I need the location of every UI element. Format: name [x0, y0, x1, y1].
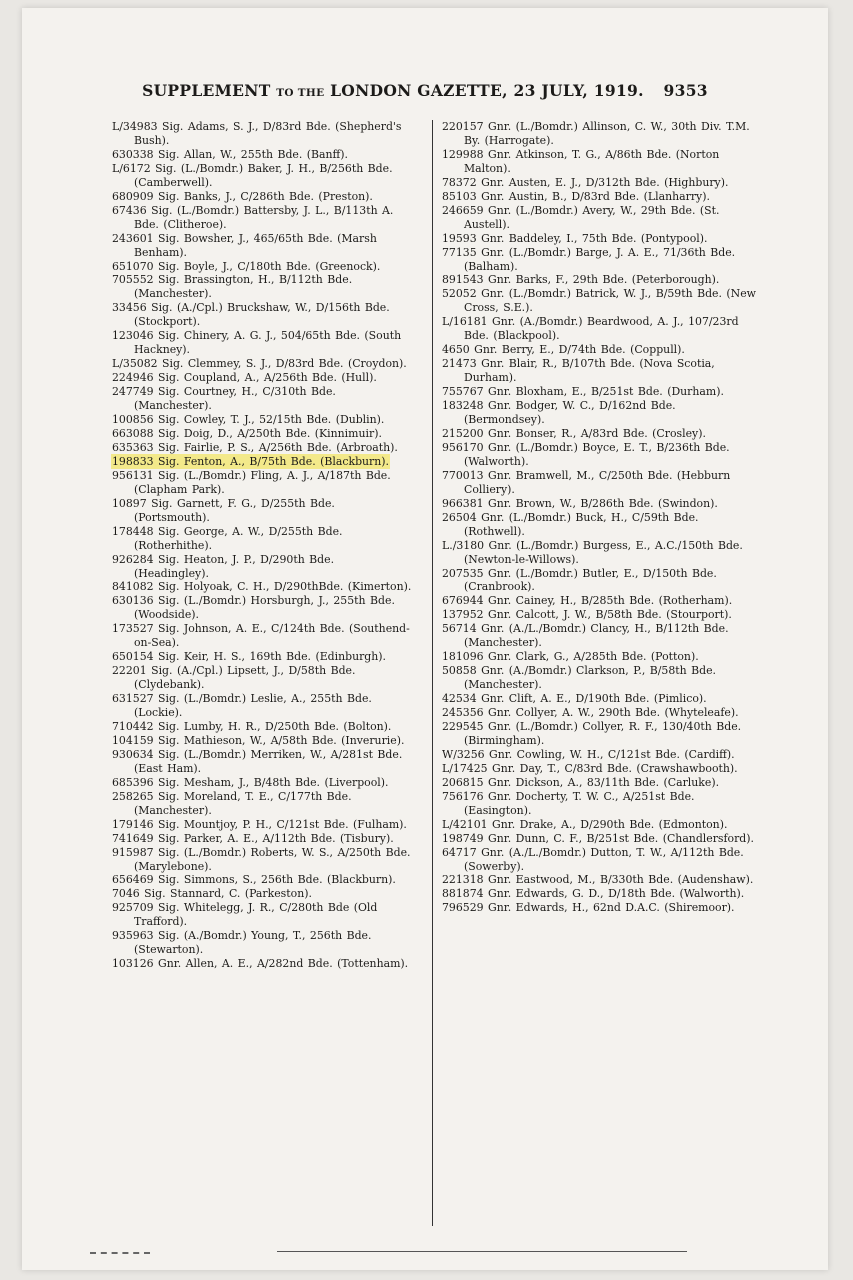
entry-text: 930634 Sig. (L./Bomdr.) Merriken, W., A/281st Bde. (East Ham). [112, 747, 403, 775]
gazette-entry [112, 148, 412, 162]
entry-text: 104159 Sig. Mathieson, W., A/58th Bde. (Inverurie). [112, 733, 405, 747]
entry-text: 247749 Sig. Courtney, H., C/310th Bde. (Manchester). [112, 385, 336, 413]
entry-text: 630338 Sig. Allan, W., 255th Bde. (Banff). [112, 147, 348, 161]
column-divider [432, 120, 433, 1226]
gazette-entry [442, 385, 760, 399]
entry-text: 179146 Sig. Mountjoy, P. H., C/121st Bde. (Fulham). [112, 817, 407, 831]
gazette-entry [442, 511, 760, 539]
entry-text: 26504 Gnr. (L./Bomdr.) Buck, H., C/59th Bde. (Rothwell). [442, 510, 699, 538]
gazette-entry [442, 594, 760, 608]
gazette-entry [112, 204, 412, 232]
entry-text: 173527 Sig. Johnson, A. E., C/124th Bde. (Southend-on-Sea). [112, 622, 410, 650]
gazette-entry [112, 371, 412, 385]
entry-text: 103126 Gnr. Allen, A. E., A/282nd Bde. (Tottenham). [112, 957, 409, 971]
gazette-entry [442, 762, 760, 776]
entry-text: 796529 Gnr. Edwards, H., 62nd D.A.C. (Shiremoor). [442, 901, 735, 915]
entry-text: 635363 Sig. Fairlie, P. S., A/256th Bde. (Arbroath). [112, 440, 398, 454]
entry-text: 137952 Gnr. Calcott, J. W., B/58th Bde. (Stourport). [442, 608, 732, 622]
entry-text: 741649 Sig. Parker, A. E., A/112th Bde. (Tisbury). [112, 831, 394, 845]
entry-text: 631527 Sig. (L./Bomdr.) Leslie, A., 255th Bde. (Lockie). [112, 692, 372, 720]
gazette-entry [442, 790, 760, 818]
gazette-entry [112, 790, 412, 818]
entry-text: 52052 Gnr. (L./Bomdr.) Batrick, W. J., B/59th Bde. (New Cross, S.E.). [442, 287, 756, 315]
entry-text: 21473 Gnr. Blair, R., B/107th Bde. (Nova Scotia, Durham). [442, 357, 715, 385]
gazette-entry [112, 734, 412, 748]
entry-text: L/34983 Sig. Adams, S. J., D/83rd Bde. (Shepherd's Bush). [112, 120, 402, 147]
entry-text: 956131 Sig. (L./Bomdr.) Fling, A. J., A/187th Bde. (Clapham Park). [112, 468, 391, 496]
entry-text: 77135 Gnr. (L./Bomdr.) Barge, J. A. E., 71/36th Bde. (Balham). [442, 245, 736, 273]
gazette-entry [442, 287, 760, 315]
gazette-entry [112, 553, 412, 581]
gazette-entry [112, 469, 412, 497]
gazette-entry [112, 385, 412, 413]
entry-text: 85103 Gnr. Austin, B., D/83rd Bde. (Llanharry). [442, 189, 710, 203]
entry-text: 246659 Gnr. (L./Bomdr.) Avery, W., 29th Bde. (St. Austell). [442, 203, 720, 231]
gazette-entry [442, 720, 760, 748]
gazette-entry [112, 929, 412, 957]
gazette-entry [112, 748, 412, 776]
entry-text: 650154 Sig. Keir, H. S., 169th Bde. (Edinburgh). [112, 650, 386, 664]
entry-text: L/35082 Sig. Clemmey, S. J., D/83rd Bde. (Croydon). [112, 357, 407, 371]
entry-text: 935963 Sig. (A./Bomdr.) Young, T., 256th Bde. (Stewarton). [112, 929, 372, 957]
gazette-entry [112, 720, 412, 734]
gazette-entry [112, 329, 412, 357]
entry-text: 841082 Sig. Holyoak, C. H., D/290thBde. (Kimerton). [112, 580, 412, 594]
entry-text: 78372 Gnr. Austen, E. J., D/312th Bde. (Highbury). [442, 175, 729, 189]
gazette-entry [442, 469, 760, 497]
gazette-entry [442, 832, 760, 846]
gazette-entry [112, 441, 412, 455]
gazette-entry [442, 232, 760, 246]
gazette-entry [442, 650, 760, 664]
entry-text: 183248 Gnr. Bodger, W. C., D/162nd Bde. (Bermondsey). [442, 399, 676, 427]
entry-text: 207535 Gnr. (L./Bomdr.) Butler, E., D/150th Bde. (Cranbrook). [442, 566, 717, 594]
entry-text: 7046 Sig. Stannard, C. (Parkeston). [112, 887, 312, 901]
gazette-entry [442, 246, 760, 274]
entry-text: 67436 Sig. (L./Bomdr.) Battersby, J. L., B/113th A. Bde. (Clitheroe). [112, 203, 394, 231]
gazette-entry [442, 901, 760, 915]
entry-text: L/17425 Gnr. Day, T., C/83rd Bde. (Crawshawbooth). [442, 761, 738, 775]
gazette-entry [112, 594, 412, 622]
entry-text: 915987 Sig. (L./Bomdr.) Roberts, W. S., A/250th Bde. (Marylebone). [112, 845, 411, 873]
entry-text: 50858 Gnr. (A./Bomdr.) Clarkson, P., B/58th Bde. (Manchester). [442, 664, 717, 692]
gazette-entry [112, 818, 412, 832]
entry-text: 22201 Sig. (A./Cpl.) Lipsett, J., D/58th Bde. (Clydebank). [112, 664, 356, 692]
gazette-entry [442, 315, 760, 343]
gazette-entry [112, 692, 412, 720]
entry-text: 755767 Gnr. Bloxham, E., B/251st Bde. (Durham). [442, 385, 724, 399]
gazette-entry [442, 692, 760, 706]
gazette-entry [112, 525, 412, 553]
entry-text: 245356 Gnr. Collyer, A. W., 290th Bde. (Whyteleafe). [442, 706, 739, 720]
gazette-entry [112, 301, 412, 329]
gazette-entry [112, 497, 412, 525]
gazette-entry [442, 706, 760, 720]
entry-text: 651070 Sig. Boyle, J., C/180th Bde. (Greenock). [112, 259, 381, 273]
gazette-entry [112, 162, 412, 190]
gazette-entry [442, 120, 760, 148]
gazette-entry [442, 846, 760, 874]
gazette-entry [442, 664, 760, 692]
gazette-entry [442, 873, 760, 887]
entry-text: 215200 Gnr. Bonser, R., A/83rd Bde. (Crosley). [442, 426, 706, 440]
entry-text: 705552 Sig. Brassington, H., B/112th Bde. (Manchester). [112, 273, 353, 301]
page-number: 9353 [663, 81, 708, 100]
entry-text: 685396 Sig. Mesham, J., B/48th Bde. (Liverpool). [112, 775, 389, 789]
gazette-entry [442, 190, 760, 204]
gazette-entry [112, 664, 412, 692]
entry-text: 4650 Gnr. Berry, E., D/74th Bde. (Coppull). [442, 343, 685, 357]
entry-text: 10897 Sig. Garnett, F. G., D/255th Bde. (Portsmouth). [112, 496, 335, 524]
entry-text: 129988 Gnr. Atkinson, T. G., A/86th Bde. (Norton Malton). [442, 147, 720, 175]
entry-text: L/42101 Gnr. Drake, A., D/290th Bde. (Edmonton). [442, 817, 728, 831]
entry-text: 224946 Sig. Coupland, A., A/256th Bde. (Hull). [112, 371, 377, 385]
gazette-entry [442, 748, 760, 762]
entry-text: 220157 Gnr. (L./Bomdr.) Allinson, C. W., 30th Div. T.M. By. (Harrogate). [442, 120, 750, 147]
right-column [442, 120, 760, 915]
left-column [112, 120, 412, 971]
gazette-entry [112, 887, 412, 901]
gazette-entry [112, 413, 412, 427]
highlighted-entry-text: 198833 Sig. Fenton, A., B/75th Bde. (Blackburn). [112, 454, 389, 468]
entry-text: 100856 Sig. Cowley, T. J., 52/15th Bde. (Dublin). [112, 413, 385, 427]
entry-text: 19593 Gnr. Baddeley, I., 75th Bde. (Pontypool). [442, 231, 708, 245]
gazette-entry [442, 273, 760, 287]
entry-text: 756176 Gnr. Docherty, T. W. C., A/251st Bde. (Easington). [442, 789, 695, 817]
entry-text: 64717 Gnr. (A./L./Bomdr.) Dutton, T. W., A/112th Bde. (Sowerby). [442, 845, 744, 873]
entry-text: 680909 Sig. Banks, J., C/286th Bde. (Preston). [112, 189, 373, 203]
entry-text: 33456 Sig. (A./Cpl.) Bruckshaw, W., D/156th Bde. (Stockport). [112, 301, 390, 329]
entry-text: 258265 Sig. Moreland, T. E., C/177th Bde. (Manchester). [112, 789, 352, 817]
entry-text: L/16181 Gnr. (A./Bomdr.) Beardwood, A. J., 107/23rd Bde. (Blackpool). [442, 315, 739, 343]
entry-text: 206815 Gnr. Dickson, A., 83/11th Bde. (Carluke). [442, 775, 720, 789]
gazette-entry [112, 776, 412, 790]
entry-text: 676944 Gnr. Cainey, H., B/285th Bde. (Rotherham). [442, 594, 733, 608]
entry-text: L./3180 Gnr. (L./Bomdr.) Burgess, E., A.C./150th Bde. (Newton-le-Willows). [442, 538, 743, 566]
footer-dash-mark [90, 1252, 150, 1254]
entry-text: 229545 Gnr. (L./Bomdr.) Collyer, R. F., 130/40th Bde. (Birmingham). [442, 719, 742, 747]
page-header [22, 81, 828, 100]
gazette-page [22, 8, 828, 1270]
gazette-entry [112, 190, 412, 204]
entry-text: W/3256 Gnr. Cowling, W. H., C/121st Bde. (Cardiff). [442, 747, 735, 761]
gazette-entry [442, 343, 760, 357]
gazette-entry [442, 148, 760, 176]
gazette-entry [442, 539, 760, 567]
entry-text: 198749 Gnr. Dunn, C. F., B/251st Bde. (Chandlersford). [442, 831, 754, 845]
gazette-entry [442, 357, 760, 385]
entry-text: 710442 Sig. Lumby, H. R., D/250th Bde. (Bolton). [112, 719, 392, 733]
gazette-entry [442, 567, 760, 595]
entry-text: 966381 Gnr. Brown, W., B/286th Bde. (Swindon). [442, 496, 718, 510]
header-title-gazette: LONDON GAZETTE, 23 JULY, 1919. [330, 81, 644, 100]
gazette-entry [112, 650, 412, 664]
gazette-entry [112, 901, 412, 929]
entry-text: 42534 Gnr. Clift, A. E., D/190th Bde. (Pimlico). [442, 692, 707, 706]
entry-text: 663088 Sig. Doig, D., A/250th Bde. (Kinnimuir). [112, 426, 382, 440]
entry-text: 881874 Gnr. Edwards, G. D., D/18th Bde. (Walworth). [442, 887, 745, 901]
gazette-entry [112, 580, 412, 594]
entry-text: 656469 Sig. Simmons, S., 256th Bde. (Blackburn). [112, 873, 396, 887]
gazette-entry [112, 846, 412, 874]
gazette-entry [442, 176, 760, 190]
entry-text: 770013 Gnr. Bramwell, M., C/250th Bde. (Hebburn Colliery). [442, 468, 731, 496]
entry-text: 123046 Sig. Chinery, A. G. J., 504/65th Bde. (South Hackney). [112, 329, 402, 357]
gazette-entry [112, 120, 412, 148]
gazette-entry [442, 497, 760, 511]
entry-text: L/6172 Sig. (L./Bomdr.) Baker, J. H., B/256th Bde. (Camberwell). [112, 161, 393, 189]
gazette-entry [442, 818, 760, 832]
gazette-entry [442, 427, 760, 441]
gazette-entry [112, 357, 412, 371]
entry-text: 891543 Gnr. Barks, F., 29th Bde. (Peterborough). [442, 273, 720, 287]
entry-text: 181096 Gnr. Clark, G., A/285th Bde. (Potton). [442, 650, 699, 664]
entry-text: 925709 Sig. Whitelegg, J. R., C/280th Bde (Old Trafford). [112, 901, 378, 929]
gazette-entry [442, 887, 760, 901]
entry-text: 178448 Sig. George, A. W., D/255th Bde. (Rotherhithe). [112, 524, 343, 552]
gazette-entry [442, 441, 760, 469]
entry-text: 56714 Gnr. (A./L./Bomdr.) Clancy, H., B/112th Bde. (Manchester). [442, 622, 729, 650]
gazette-entry [112, 455, 412, 469]
header-title-supplement: SUPPLEMENT [142, 81, 271, 100]
gazette-entry [442, 608, 760, 622]
gazette-entry [112, 427, 412, 441]
entry-text: 630136 Sig. (L./Bomdr.) Horsburgh, J., 255th Bde. (Woodside). [112, 594, 395, 622]
gazette-entry [112, 832, 412, 846]
header-title-to-the: TO THE [276, 87, 325, 99]
gazette-entry [112, 260, 412, 274]
gazette-entry [112, 273, 412, 301]
entry-text: 956170 Gnr. (L./Bomdr.) Boyce, E. T., B/236th Bde. (Walworth). [442, 440, 730, 468]
gazette-entry [112, 622, 412, 650]
gazette-entry [442, 776, 760, 790]
entry-text: 243601 Sig. Bowsher, J., 465/65th Bde. (Marsh Benham). [112, 231, 377, 259]
gazette-entry [112, 232, 412, 260]
gazette-entry [112, 957, 412, 971]
gazette-entry [442, 204, 760, 232]
gazette-entry [442, 622, 760, 650]
gazette-entry [112, 873, 412, 887]
entry-text: 926284 Sig. Heaton, J. P., D/290th Bde. (Headingley). [112, 552, 335, 580]
footer-rule [277, 1251, 687, 1252]
entry-text: 221318 Gnr. Eastwood, M., B/330th Bde. (Audenshaw). [442, 873, 754, 887]
gazette-entry [442, 399, 760, 427]
